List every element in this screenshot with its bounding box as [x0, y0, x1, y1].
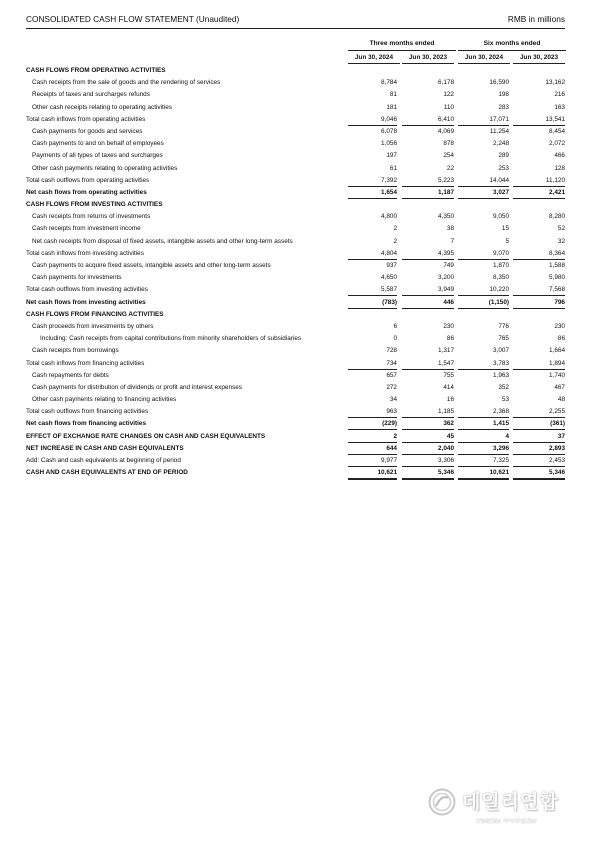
row-label: Total cash inflows from financing activities: [26, 359, 145, 367]
value-six-months-2024: 3,027: [458, 187, 509, 199]
value-three-months-2024: 81: [389, 91, 397, 99]
value-six-months-2023: 7,568: [513, 284, 565, 296]
row-label: Cash receipts from borrowings: [32, 347, 119, 355]
value-three-months-2023: 5,346: [402, 467, 454, 480]
section-heading-row: [26, 65, 566, 77]
table-row: [26, 297, 566, 309]
value-three-months-2024: (783): [348, 297, 397, 309]
value-three-months-2023: 254: [443, 152, 454, 160]
row-label: Total cash inflows from investing activities: [26, 249, 144, 257]
value-three-months-2023: 3,306: [402, 455, 454, 467]
table-row: [26, 163, 566, 175]
value-six-months-2023: 2,893: [513, 443, 565, 455]
value-three-months-2024: 4,650: [381, 274, 397, 282]
value-six-months-2023: 37: [513, 431, 565, 443]
value-three-months-2024: 0: [393, 335, 397, 343]
value-six-months-2023: 52: [557, 225, 565, 233]
value-three-months-2023: 7: [450, 237, 454, 245]
table-row: [26, 321, 566, 333]
value-three-months-2024: 7,392: [348, 175, 397, 187]
table-row: [26, 284, 566, 296]
value-six-months-2024: 2,368: [458, 406, 509, 418]
row-label: Including: Cash receipts from capital contributions from minority shareholders of subsidiaries: [40, 335, 302, 343]
table-row: [26, 370, 566, 382]
value-six-months-2023: 5,980: [549, 274, 565, 282]
value-six-months-2023: 1,894: [513, 358, 565, 370]
value-three-months-2024: 9,046: [348, 114, 397, 126]
value-three-months-2024: 4,804: [348, 248, 397, 260]
table-row: [26, 431, 566, 443]
value-three-months-2023: 414: [443, 383, 454, 391]
value-three-months-2023: 3,200: [438, 274, 454, 282]
value-six-months-2024: 8,350: [493, 274, 509, 282]
row-label: Cash proceeds from investments by others: [32, 322, 154, 330]
value-six-months-2023: 8,364: [513, 248, 565, 260]
row-label: Cash receipts from the sale of goods and the rendering of services: [32, 79, 221, 87]
table-row: [26, 418, 566, 430]
value-six-months-2024: 15: [501, 225, 509, 233]
row-label: Net cash receipts from disposal of fixed assets, intangible assets and other long-term assets: [32, 237, 293, 245]
value-six-months-2023: 1,740: [549, 371, 565, 379]
value-six-months-2024: 2,248: [493, 140, 509, 148]
value-six-months-2023: 48: [557, 396, 565, 404]
value-three-months-2023: 3,949: [402, 284, 454, 296]
value-three-months-2023: 1,185: [402, 406, 454, 418]
value-six-months-2024: 1,415: [458, 418, 509, 430]
value-six-months-2023: 2,072: [549, 140, 565, 148]
value-six-months-2024: 9,050: [493, 213, 509, 221]
row-label: Other cash payments relating to operating activities: [32, 164, 178, 172]
row-label: Cash payments for investments: [32, 274, 122, 282]
value-three-months-2024: 6,078: [381, 127, 397, 135]
value-six-months-2023: 466: [554, 152, 565, 160]
column-date-header: [26, 52, 566, 65]
value-three-months-2023: 1,187: [402, 187, 454, 199]
value-three-months-2023: 749: [443, 262, 454, 269]
table-row: [26, 89, 566, 101]
table-row: [26, 260, 566, 272]
value-six-months-2024: 53: [501, 396, 509, 404]
row-label: Cash payments for goods and services: [32, 127, 143, 135]
value-six-months-2023: 230: [554, 322, 565, 330]
value-three-months-2024: 272: [386, 383, 397, 391]
value-six-months-2023: 216: [554, 91, 565, 99]
value-six-months-2023: 13,162: [545, 79, 565, 87]
value-six-months-2023: 128: [554, 164, 565, 172]
currency-unit: RMB in millions: [507, 14, 565, 24]
value-three-months-2023: 230: [443, 322, 454, 330]
table-row: [26, 455, 566, 467]
value-three-months-2023: 362: [402, 418, 454, 430]
value-three-months-2023: 1,317: [438, 347, 454, 355]
value-six-months-2024: 14,044: [458, 175, 509, 187]
value-three-months-2023: 6,410: [402, 114, 454, 126]
row-label: CASH FLOWS FROM OPERATING ACTIVITIES: [26, 67, 166, 74]
section-heading-row: [26, 309, 566, 321]
table-row: [26, 236, 566, 248]
value-three-months-2023: 16: [446, 396, 454, 404]
value-three-months-2023: 5,223: [402, 175, 454, 187]
value-three-months-2023: 38: [446, 225, 454, 233]
table-row: [26, 333, 566, 345]
watermark-subtitle: iTIMESM 아이타임즈M: [476, 819, 537, 825]
value-three-months-2024: 4,800: [381, 213, 397, 221]
row-label: Other cash receipts relating to operating activities: [32, 103, 172, 111]
row-label: CASH AND CASH EQUIVALENTS AT END OF PERIOD: [26, 469, 188, 477]
value-six-months-2023: 1,588: [549, 262, 565, 269]
value-three-months-2024: 2: [348, 431, 397, 443]
date-header-h-2024: Jun 30, 2024: [458, 54, 510, 64]
value-three-months-2023: 878: [443, 140, 454, 148]
value-three-months-2024: (229): [348, 418, 397, 430]
value-three-months-2024: 1,654: [348, 187, 397, 199]
watermark-logo-icon: [428, 788, 456, 816]
row-label: Total cash outflows from operating activities: [26, 176, 150, 184]
table-row: [26, 272, 566, 284]
value-three-months-2023: 45: [402, 431, 454, 443]
value-six-months-2023: 8,280: [549, 213, 565, 221]
date-header-h-2023: Jun 30, 2023: [513, 54, 565, 64]
table-row: [26, 406, 566, 418]
value-six-months-2024: 5: [505, 237, 509, 245]
row-label: Net cash flows from investing activities: [26, 298, 146, 306]
table-row: [26, 77, 566, 89]
value-six-months-2024: (1,150): [458, 297, 509, 309]
row-label: CASH FLOWS FROM FINANCING ACTIVITIES: [26, 310, 164, 318]
row-label: Total cash outflows from financing activities: [26, 408, 149, 416]
value-three-months-2024: 181: [386, 103, 397, 111]
table-row: [26, 382, 566, 394]
value-six-months-2023: 2,421: [513, 187, 565, 199]
value-three-months-2024: 734: [348, 358, 397, 370]
statement-header: [26, 14, 565, 29]
value-six-months-2024: 10,220: [458, 284, 509, 296]
value-three-months-2024: 197: [386, 152, 397, 160]
value-three-months-2024: 644: [348, 443, 397, 455]
value-six-months-2023: 13,541: [513, 114, 565, 126]
row-label: Receipts of taxes and surcharges refunds: [32, 91, 150, 99]
table-row: [26, 211, 566, 223]
group-three-months: Three months ended: [348, 40, 456, 51]
watermark-korean-name: 데일리연합: [462, 792, 559, 813]
table-row: [26, 175, 566, 187]
value-three-months-2024: 6: [393, 322, 397, 330]
table-row: [26, 443, 566, 455]
table-row: [26, 345, 566, 357]
row-label: Cash payments to and on behalf of employees: [32, 140, 164, 148]
row-label: Total cash outflows from investing activities: [26, 286, 148, 294]
value-three-months-2024: 61: [389, 164, 397, 172]
value-six-months-2023: 11,120: [513, 175, 565, 187]
value-six-months-2024: 17,071: [458, 114, 509, 126]
value-three-months-2024: 2: [393, 225, 397, 233]
table-row: [26, 114, 566, 126]
table-row: [26, 102, 566, 114]
value-six-months-2024: 776: [498, 322, 509, 330]
document-title: CONSOLIDATED CASH FLOW STATEMENT (Unaudited): [26, 14, 240, 24]
row-label: EFFECT OF EXCHANGE RATE CHANGES ON CASH AND CASH EQUIVALENTS: [26, 432, 266, 440]
value-six-months-2024: 283: [498, 103, 509, 111]
row-label: CASH FLOWS FROM INVESTING ACTIVITIES: [26, 201, 163, 209]
row-label: Total cash inflows from operating activities: [26, 115, 146, 123]
table-body: [26, 65, 566, 479]
value-six-months-2023: 8,454: [549, 127, 565, 135]
value-three-months-2023: 2,040: [402, 443, 454, 455]
column-group-header: [26, 40, 566, 52]
value-three-months-2023: 4,350: [438, 213, 454, 221]
value-six-months-2023: 163: [554, 103, 565, 111]
value-six-months-2024: 16,590: [489, 79, 509, 87]
cash-flow-table: [26, 40, 566, 479]
value-three-months-2023: 22: [446, 164, 454, 172]
value-three-months-2023: 4,069: [438, 127, 454, 135]
value-three-months-2023: 4,395: [402, 248, 454, 260]
value-three-months-2024: 728: [386, 347, 397, 355]
value-three-months-2024: 34: [389, 396, 397, 404]
value-six-months-2023: 1,664: [549, 347, 565, 355]
row-label: Cash receipts from returns of investments: [32, 213, 151, 221]
value-six-months-2024: 9,070: [458, 248, 509, 260]
value-six-months-2023: 5,346: [513, 467, 565, 480]
row-label: Net cash flows from financing activities: [26, 420, 147, 428]
publisher-watermark: [428, 786, 588, 832]
row-label: Net cash flows from operating activities: [26, 188, 147, 196]
value-three-months-2024: 937: [386, 262, 397, 269]
table-row: [26, 248, 566, 260]
value-six-months-2023: 32: [557, 237, 565, 245]
row-label: Payments of all types of taxes and surcharges: [32, 152, 163, 160]
value-six-months-2024: 198: [498, 91, 509, 99]
row-label: Cash payments for distribution of dividends or profit and interest expenses: [32, 383, 242, 391]
value-three-months-2023: 755: [443, 371, 454, 379]
value-three-months-2023: 6,178: [438, 79, 454, 87]
value-six-months-2024: 1,963: [493, 371, 509, 379]
row-label: Other cash payments relating to financing activities: [32, 396, 177, 404]
value-six-months-2024: 4: [458, 431, 509, 443]
row-label: Cash repayments for debts: [32, 371, 109, 379]
value-six-months-2024: 3,783: [458, 358, 509, 370]
date-header-q-2023: Jun 30, 2023: [402, 54, 454, 64]
table-row: [26, 358, 566, 370]
value-six-months-2023: 2,453: [513, 455, 565, 467]
value-three-months-2024: 2: [393, 237, 397, 245]
value-three-months-2024: 5,587: [348, 284, 397, 296]
row-label: NET INCREASE IN CASH AND CASH EQUIVALENTS: [26, 444, 184, 452]
value-three-months-2024: 10,621: [348, 467, 397, 480]
value-three-months-2023: 1,547: [402, 358, 454, 370]
section-heading-row: [26, 199, 566, 211]
value-six-months-2024: 3,296: [458, 443, 509, 455]
value-three-months-2023: 122: [443, 91, 454, 99]
value-six-months-2024: 11,254: [489, 127, 509, 135]
value-six-months-2023: 796: [513, 297, 565, 309]
value-six-months-2023: 467: [554, 383, 565, 391]
value-six-months-2024: 3,007: [493, 347, 509, 355]
value-three-months-2023: 446: [402, 297, 454, 309]
group-six-months: Six months ended: [458, 40, 566, 51]
date-header-q-2024: Jun 30, 2024: [348, 54, 400, 64]
value-three-months-2024: 657: [386, 371, 397, 379]
row-label: Cash payments to acquire fixed assets, intangible assets and other long-term assets: [32, 262, 271, 269]
value-six-months-2024: 7,325: [458, 455, 509, 467]
value-six-months-2023: 86: [557, 335, 565, 343]
value-three-months-2024: 963: [348, 406, 397, 418]
value-three-months-2024: 9,977: [348, 455, 397, 467]
value-six-months-2024: 10,621: [458, 467, 509, 480]
value-six-months-2024: 1,870: [493, 262, 509, 269]
value-three-months-2024: 1,056: [381, 140, 397, 148]
table-row: [26, 467, 566, 479]
value-six-months-2024: 352: [498, 383, 509, 391]
table-row: [26, 150, 566, 162]
table-row: [26, 126, 566, 138]
value-three-months-2023: 86: [446, 335, 454, 343]
value-six-months-2024: 289: [498, 152, 509, 160]
value-six-months-2023: 2,255: [513, 406, 565, 418]
value-six-months-2023: (361): [513, 418, 565, 430]
table-row: [26, 187, 566, 199]
table-row: [26, 223, 566, 235]
value-three-months-2023: 110: [443, 103, 454, 111]
row-label: Add: Cash and cash equivalents at beginning of period: [26, 457, 181, 464]
value-six-months-2024: 253: [498, 164, 509, 172]
row-label: Cash receipts from investment income: [32, 225, 141, 233]
table-row: [26, 138, 566, 150]
value-six-months-2024: 765: [498, 335, 509, 343]
table-row: [26, 394, 566, 406]
value-three-months-2024: 8,784: [381, 79, 397, 87]
